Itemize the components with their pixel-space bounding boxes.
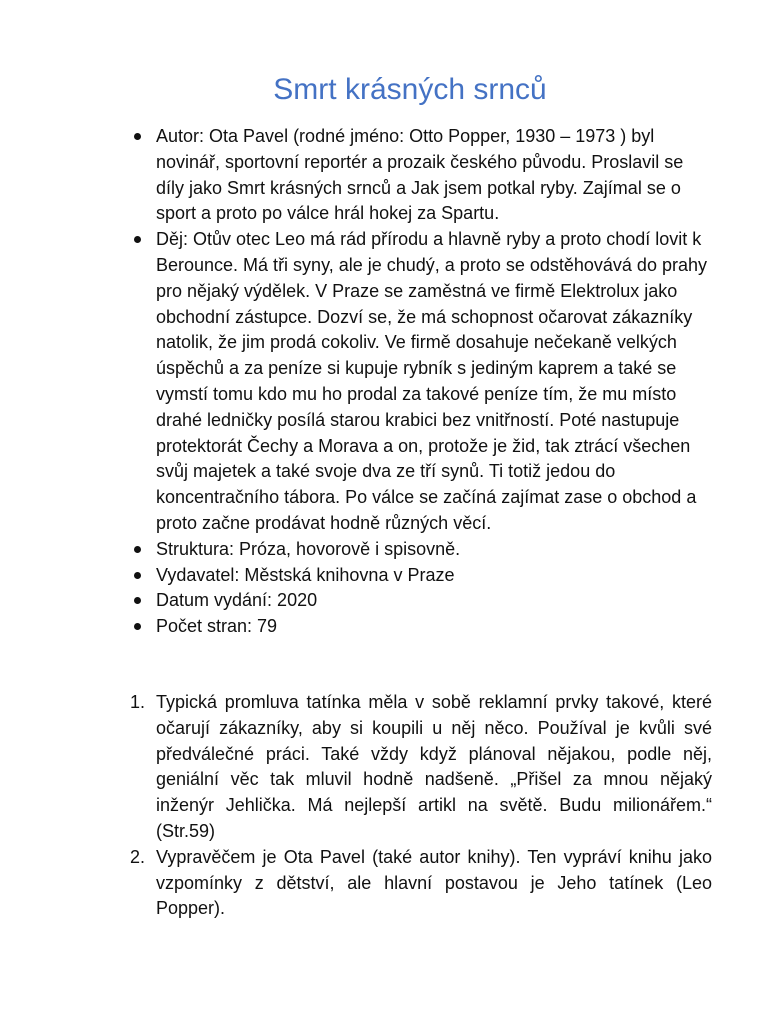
info-bullet-list xyxy=(156,124,716,640)
list-item-text: Vypravěčem je Ota Pavel (také autor knihy). Ten vypráví knihu jako vzpomínky z dětství, ale hlavní postavou je Jeho tatínek (Leo Popper). xyxy=(156,846,712,919)
bullet-page-count: Počet stran: 79 xyxy=(156,614,716,640)
list-item-text: Typická promluva tatínka měla v sobě reklamní prvky takové, které očarují zákazníky, aby si koupili u něj něco. Používal je kvůli své předválečné práci. Také vždy když plánoval nějakou, podle něj, geniální věc tak mluvil hodně nadšeně. „Přišel za mnou nějaký inženýr Jehlička. Má nejlepší artikl na světě. Budu milionářem.“ (Str.59) xyxy=(156,692,712,841)
document-title: Smrt krásných srnců xyxy=(273,73,547,106)
bullet-structure: Struktura: Próza, hovorově i spisovně. xyxy=(156,537,716,563)
bullet-plot: Děj: Otův otec Leo má rád přírodu a hlavně ryby a proto chodí lovit k Berounce. Má tři syny, ale je chudý, a proto se odstěhovává do prahy pro nějaký výdělek. V Praze se zaměstná ve firmě Elektrolux jako obchodní zástupce. Dozví se, že má schopnost očarovat zákazníky natolik, že jim prodá cokoliv. Ve firmě dosahuje nečekaně velkých úspěchů a za peníze si kupuje rybník s jediným kaprem a také se vymstí tomu kdo mu ho prodal za takové peníze tím, že mu místo drahé ledničky posílá starou krabici bez vnitřností. Poté nastupuje protektorát Čechy a Morava a on, protože je žid, tak ztrácí všechen svůj majetek a také svoje dva ze tří synů. Ti totiž jedou do koncentračního tábora. Po válce se začíná zajímat zase o obchod a proto začne prodávat hodně různých věcí. xyxy=(156,227,716,537)
bullet-publisher: Vydavatel: Městská knihovna v Praze xyxy=(156,563,716,589)
bullet-author: Autor: Ota Pavel (rodné jméno: Otto Popper, 1930 – 1973 ) byl novinář, sportovní reportér a prozaik českého původu. Proslavil se díly jako Smrt krásných srnců a Jak jsem potkal ryby. Zajímal se o sport a proto po válce hrál hokej za Spartu. xyxy=(156,124,716,227)
bullet-publish-date: Datum vydání: 2020 xyxy=(156,588,716,614)
list-number: 1. xyxy=(130,692,146,712)
numbered-item-speech xyxy=(130,690,712,845)
list-number: 2. xyxy=(130,846,146,867)
numbered-item-narrator xyxy=(130,845,712,922)
analysis-numbered-list xyxy=(130,690,712,922)
